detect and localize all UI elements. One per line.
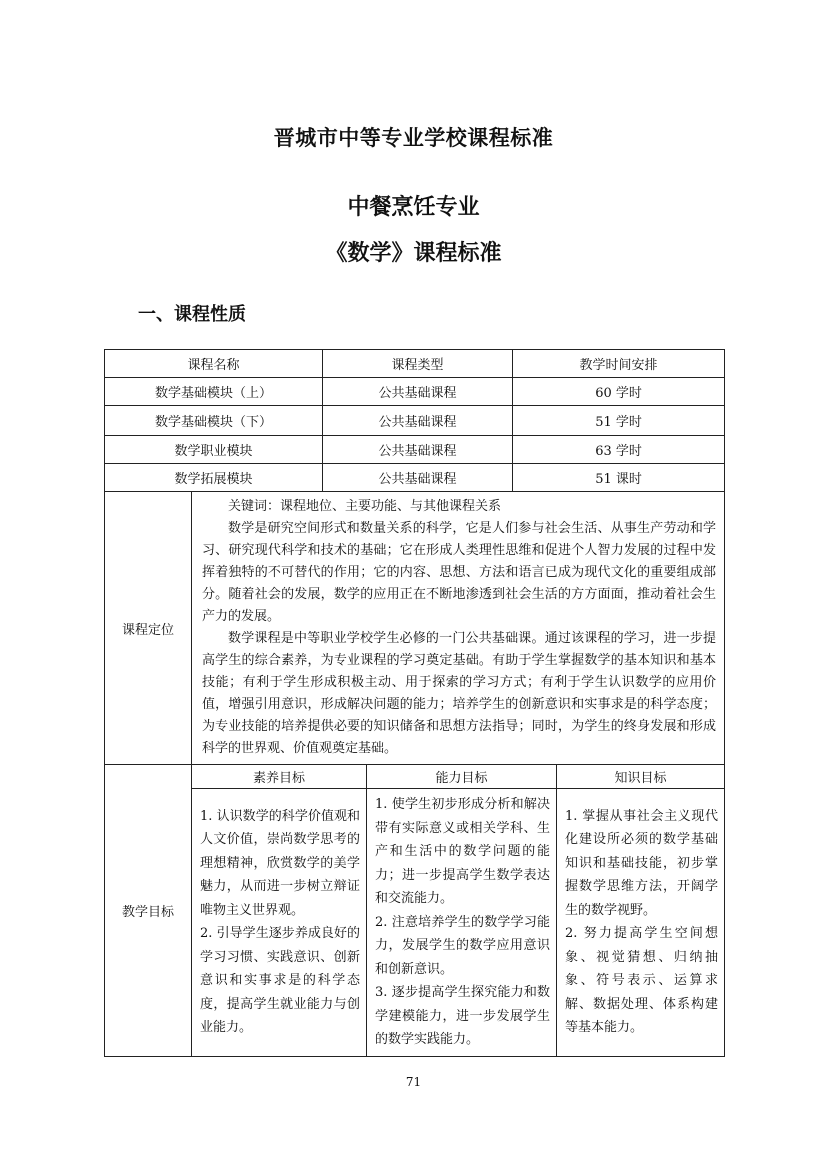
positioning-paragraph-1: 数学是研究空间形式和数量关系的科学，它是人们参与社会生活、从事生产劳动和学习、研究现代科学和技术的基础；它在形成人类理性思维和促进个人智力发展的过程中发挥着独特的不可替代的作用；它的内容、思想、方法和语言已成为现代文化的重要组成部分。随着社会的发展，数学的应用正在不断地渗透到社会生活的方方面面，推动着社会生产力的发展。 — [202, 521, 717, 624]
literacy-goal-item: 2. 引导学生逐步养成良好的学习习惯、实践意识、创新意识和实事求是的科学态度，提高学生就业能力与创业能力。 — [200, 926, 361, 1036]
positioning-keywords: 关键词：课程地位、主要功能、与其他课程关系 — [228, 499, 502, 514]
course-type-cell: 公共基础课程 — [323, 378, 513, 406]
goals-header-row — [105, 765, 725, 789]
positioning-label: 课程定位 — [105, 492, 192, 765]
literacy-goals-cell — [192, 789, 367, 1057]
goals-label: 教学目标 — [105, 765, 192, 1057]
course-hours-cell: 60 学时 — [513, 378, 725, 406]
main-title: 晋城市中等专业学校课程标准 — [273, 125, 554, 150]
header-knowledge-goals: 知识目标 — [557, 765, 725, 789]
table-row — [105, 436, 725, 464]
course-hours-cell: 51 学时 — [513, 406, 725, 436]
header-ability-goals: 能力目标 — [367, 765, 557, 789]
header-course-name: 课程名称 — [105, 350, 323, 378]
goals-content-row — [105, 789, 725, 1057]
course-name-cell: 数学基础模块（下） — [105, 406, 323, 436]
table-row — [105, 464, 725, 492]
course-standard-table — [104, 349, 725, 1057]
knowledge-goal-item: 2. 努力提高学生空间想象、视觉猜想、归纳抽象、符号表示、运算求解、数据处理、体系构建等基本能力。 — [565, 926, 719, 1036]
course-title: 《数学》课程标准 — [325, 240, 502, 266]
header-teaching-hours: 教学时间安排 — [513, 350, 725, 378]
table-row — [105, 378, 725, 406]
course-name-cell: 数学拓展模块 — [105, 464, 323, 492]
header-literacy-goals: 素养目标 — [192, 765, 367, 789]
ability-goal-item: 3. 逐步提高学生探究能力和数学建模能力，进一步发展学生的数学实践能力。 — [375, 985, 551, 1047]
course-hours-cell: 51 课时 — [513, 464, 725, 492]
course-type-cell: 公共基础课程 — [323, 464, 513, 492]
knowledge-goals-cell — [557, 789, 725, 1057]
literacy-goal-item: 1. 认识数学的科学价值观和人文价值，崇尚数学思考的理想精神，欣赏数学的美学魅力，从而进一步树立辩证唯物主义世界观。 — [200, 808, 361, 918]
table-row — [105, 406, 725, 436]
positioning-row — [105, 492, 725, 765]
positioning-paragraph-2: 数学课程是中等职业学校学生必修的一门公共基础课。通过该课程的学习，进一步提高学生的综合素养，为专业课程的学习奠定基础。有助于学生掌握数学的基本知识和基本技能；有利于学生形成积极主动、用于探索的学习方式；有利于学生认识数学的应用价值，增强引用意识，形成解决问题的能力；培养学生的创新意识和实事求是的科学态度；为专业技能的培养提供必要的知识储备和思想方法指导；同时，为学生的终身发展和形成科学的世界观、价值观奠定基础。 — [202, 631, 717, 756]
page-number: 71 — [405, 1075, 422, 1089]
header-course-type: 课程类型 — [323, 350, 513, 378]
ability-goals-cell — [367, 789, 557, 1057]
table-header-row — [105, 350, 725, 378]
course-type-cell: 公共基础课程 — [323, 406, 513, 436]
positioning-content — [192, 492, 725, 765]
course-type-cell: 公共基础课程 — [323, 436, 513, 464]
major-title: 中餐烹饪专业 — [347, 194, 480, 220]
course-name-cell: 数学基础模块（上） — [105, 378, 323, 406]
course-name-cell: 数学职业模块 — [105, 436, 323, 464]
course-hours-cell: 63 学时 — [513, 436, 725, 464]
ability-goal-item: 2. 注意培养学生的数学学习能力，发展学生的数学应用意识和创新意识。 — [375, 914, 551, 977]
ability-goal-item: 1. 使学生初步形成分析和解决带有实际意义或相关学科、生产和生活中的数学问题的能力；进一步提高学生数学表达和交流能力。 — [375, 797, 551, 906]
section-heading: 一、课程性质 — [138, 304, 246, 325]
knowledge-goal-item: 1. 掌握从事社会主义现代化建设所必须的数学基础知识和基础技能，初步掌握数学思维方法，开阔学生的数学视野。 — [565, 808, 719, 918]
